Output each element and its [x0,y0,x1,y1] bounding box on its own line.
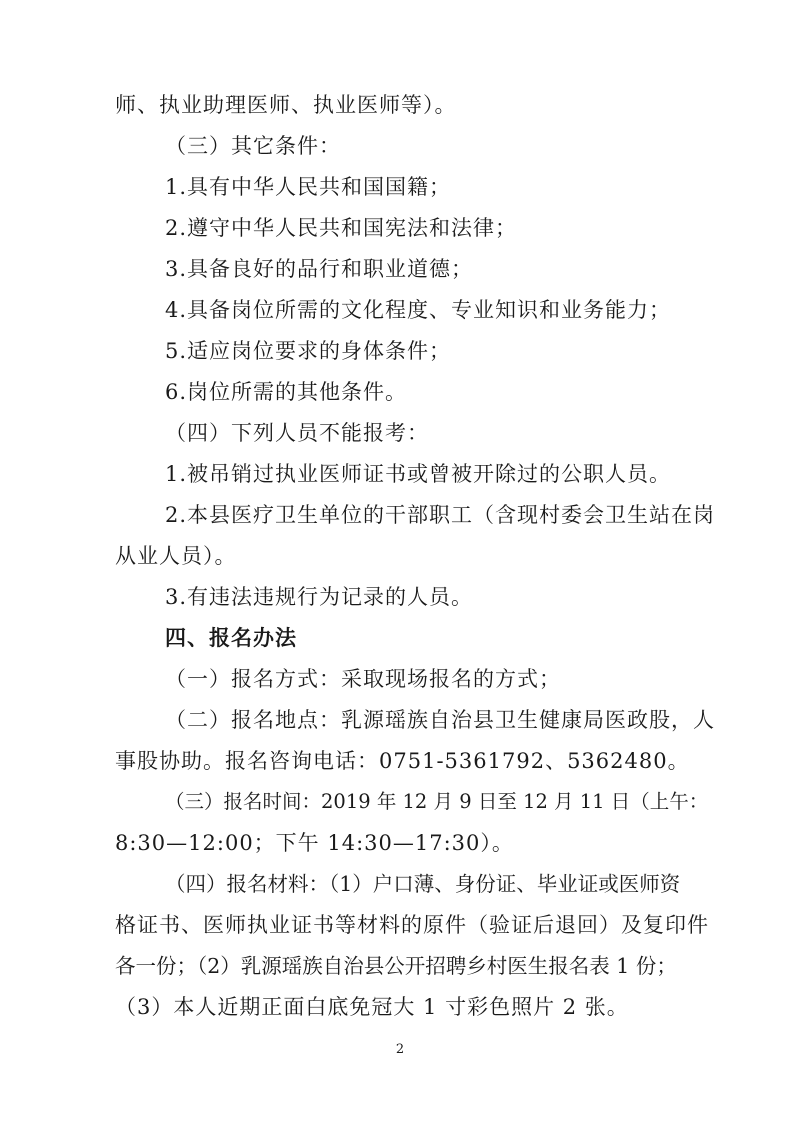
text-line-cont-prev: 师、执业助理医师、执业医师等）。 [115,93,457,117]
paragraph: （二）报名地点：乳源瑶族自治县卫生健康局医政股，人 [165,708,715,732]
paragraph: （一）报名方式：采取现场报名的方式； [165,667,561,691]
list-item: 4.具备岗位所需的文化程度、专业知识和业务能力； [165,298,672,322]
section-heading: 四、报名办法 [165,626,297,650]
list-item: 3.有违法违规行为记录的人员。 [165,585,474,609]
list-item: 3.具备良好的品行和职业道德； [165,257,474,281]
list-item: 2.本县医疗卫生单位的干部职工（含现村委会卫生站在岗 [165,503,716,527]
list-item: 6.岗位所需的其他条件。 [165,380,408,404]
paragraph: （四）报名材料：（1）户口薄、身份证、毕业证或医师资 [165,872,681,896]
list-item-cont: 从业人员）。 [115,544,237,568]
list-item: 1.具有中华人民共和国国籍； [165,175,452,199]
list-item: 5.适应岗位要求的身体条件； [165,339,452,363]
page-number: 2 [395,1042,405,1057]
paragraph-cont: 8:30—12:00；下午 14:30—17:30）。 [115,831,514,855]
list-item: 1.被吊销过执业医师证书或曾被开除过的公职人员。 [165,462,672,486]
paragraph-cont: （3）本人近期正面白底免冠大 1 寸彩色照片 2 张。 [115,995,629,1019]
paragraph-cont: 事股协助。报名咨询电话：0751-5361792、5362480。 [115,749,690,773]
paragraph: （三）报名时间：2019 年 12 月 9 日至 12 月 11 日（上午： [165,790,709,813]
paragraph-cont: 格证书、医师执业证书等材料的原件（验证后退回）及复印件 [115,913,709,937]
paragraph-cont: 各一份；（2）乳源瑶族自治县公开招聘乡村医生报名表 1 份； [115,954,677,978]
list-item: 2.遵守中华人民共和国宪法和法律； [165,216,518,240]
subheading-other-conditions: （三）其它条件： [165,134,341,158]
subheading-ineligible: （四）下列人员不能报考： [165,421,429,445]
